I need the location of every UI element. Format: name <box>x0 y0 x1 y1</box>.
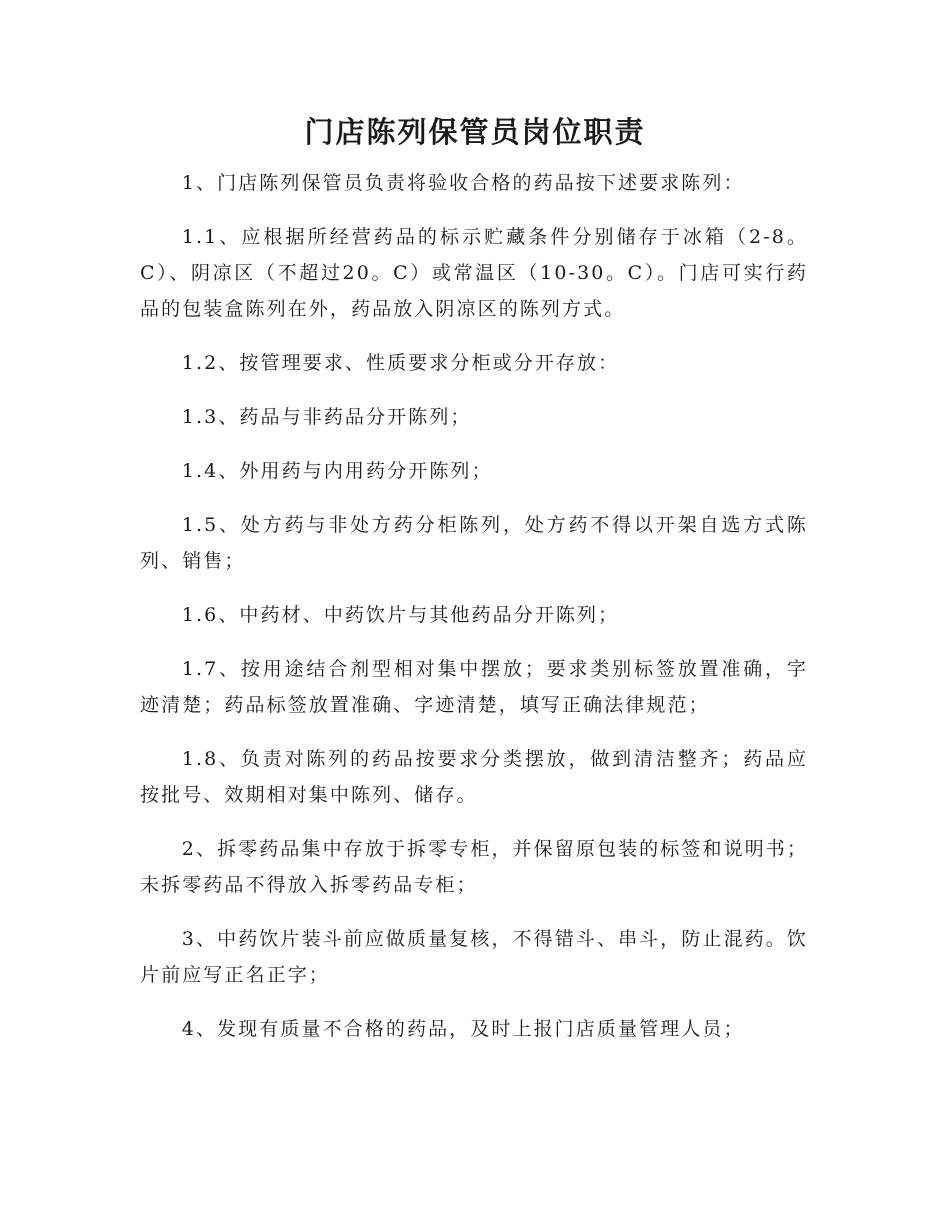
paragraph-1-6: 1.6、中药材、中药饮片与其他药品分开陈列； <box>181 604 620 626</box>
document-body <box>140 165 808 1065</box>
paragraph-1-2: 1.2、按管理要求、性质要求分柜或分开存放： <box>181 352 620 374</box>
paragraph-1: 1、门店陈列保管员负责将验收合格的药品按下述要求陈列： <box>181 172 745 194</box>
paragraph-1-4: 1.4、外用药与内用药分开陈列； <box>181 460 493 482</box>
paragraph-2: 2、拆零药品集中存放于拆零专柜，并保留原包装的标签和说明书；未拆零药品不得放入拆零药品专柜； <box>140 838 808 896</box>
paragraph-4: 4、发现有质量不合格的药品，及时上报门店质量管理人员； <box>181 1018 745 1040</box>
paragraph-3: 3、中药饮片装斗前应做质量复核，不得错斗、串斗，防止混药。饮片前应写正名正字； <box>140 928 808 986</box>
paragraph-1-7: 1.7、按用途结合剂型相对集中摆放；要求类别标签放置准确，字迹清楚；药品标签放置准确、字迹清楚，填写正确法律规范； <box>140 658 808 716</box>
paragraph-1-1: 1.1、应根据所经营药品的标示贮藏条件分别储存于冰箱（2-8。C）、阴凉区（不超过20。C）或常温区（10-30。C）。门店可实行药品的包装盒陈列在外，药品放入阴凉区的陈列方式。 <box>140 226 808 320</box>
paragraph-1-8: 1.8、负责对陈列的药品按要求分类摆放，做到清洁整齐；药品应按批号、效期相对集中陈列、储存。 <box>140 748 808 806</box>
paragraph-1-3: 1.3、药品与非药品分开陈列； <box>181 406 472 428</box>
paragraph-1-5: 1.5、处方药与非处方药分柜陈列，处方药不得以开架自选方式陈列、销售； <box>140 514 808 572</box>
document-title: 门店陈列保管员岗位职责 <box>304 115 646 149</box>
